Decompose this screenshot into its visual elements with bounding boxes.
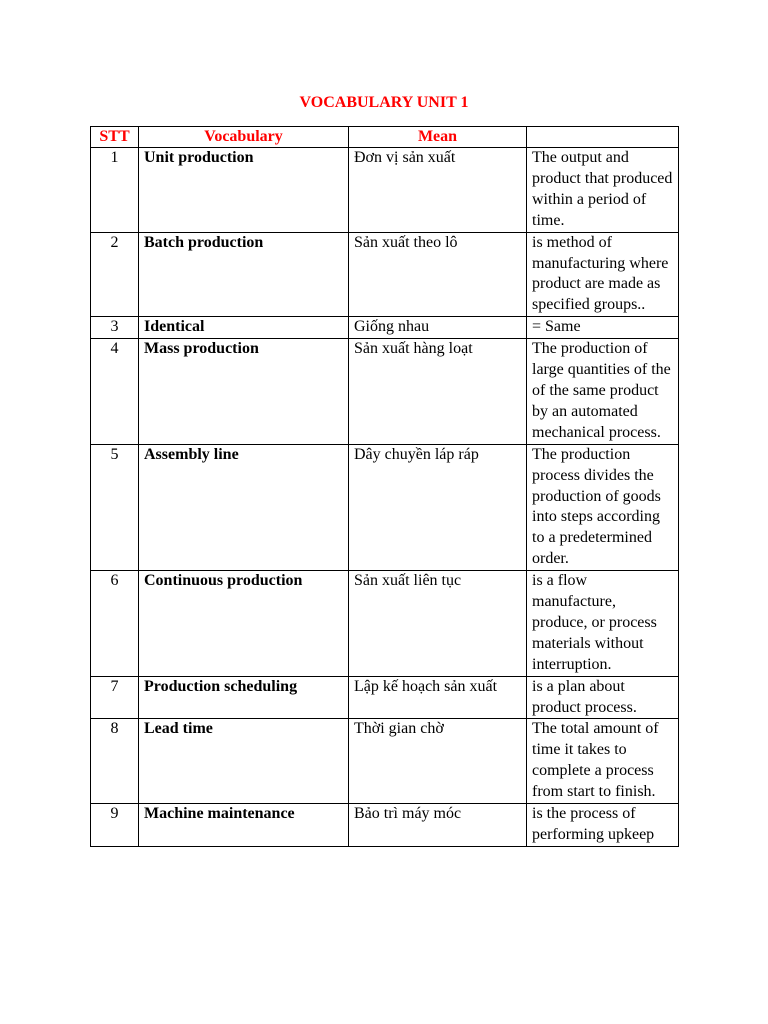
vietnamese-meaning: Lập kế hoạch sản xuất	[349, 676, 527, 719]
row-number: 1	[91, 148, 139, 233]
vocabulary-term: Continuous production	[139, 571, 349, 677]
vocabulary-term: Batch production	[139, 232, 349, 317]
english-definition: is method of manufacturing where product are made as specified groups..	[527, 232, 679, 317]
english-definition: is a flow manufacture, produce, or process materials without interruption.	[527, 571, 679, 677]
vietnamese-meaning: Thời gian chờ	[349, 719, 527, 804]
table-row	[91, 339, 679, 445]
table-row	[91, 719, 679, 804]
header-vocabulary: Vocabulary	[139, 127, 349, 148]
table-row	[91, 676, 679, 719]
english-definition: is the process of performing upkeep	[527, 804, 679, 847]
row-number: 4	[91, 339, 139, 445]
table-row	[91, 804, 679, 847]
vietnamese-meaning: Sản xuất liên tục	[349, 571, 527, 677]
header-definition	[527, 127, 679, 148]
english-definition: = Same	[527, 317, 679, 339]
english-definition: The production process divides the production of goods into steps according to a predetermined order.	[527, 444, 679, 570]
vietnamese-meaning: Bảo trì máy móc	[349, 804, 527, 847]
row-number: 6	[91, 571, 139, 677]
table-row	[91, 148, 679, 233]
header-mean: Mean	[349, 127, 527, 148]
vocabulary-term: Machine maintenance	[139, 804, 349, 847]
vocabulary-term: Lead time	[139, 719, 349, 804]
vocabulary-term: Identical	[139, 317, 349, 339]
vietnamese-meaning: Sản xuất hàng loạt	[349, 339, 527, 445]
row-number: 7	[91, 676, 139, 719]
english-definition: is a plan about product process.	[527, 676, 679, 719]
page-title: VOCABULARY UNIT 1	[299, 94, 469, 111]
vocabulary-table	[90, 126, 679, 847]
header-stt: STT	[91, 127, 139, 148]
table-row	[91, 232, 679, 317]
row-number: 5	[91, 444, 139, 570]
vietnamese-meaning: Đơn vị sản xuất	[349, 148, 527, 233]
table-row	[91, 571, 679, 677]
english-definition: The total amount of time it takes to complete a process from start to finish.	[527, 719, 679, 804]
row-number: 8	[91, 719, 139, 804]
english-definition: The production of large quantities of the of the same product by an automated mechanical process.	[527, 339, 679, 445]
vocabulary-term: Production scheduling	[139, 676, 349, 719]
vietnamese-meaning: Giống nhau	[349, 317, 527, 339]
vietnamese-meaning: Sản xuất theo lô	[349, 232, 527, 317]
table-row	[91, 317, 679, 339]
vietnamese-meaning: Dây chuyền láp ráp	[349, 444, 527, 570]
table-row	[91, 444, 679, 570]
row-number: 2	[91, 232, 139, 317]
english-definition: The output and product that produced within a period of time.	[527, 148, 679, 233]
row-number: 3	[91, 317, 139, 339]
vocabulary-term: Assembly line	[139, 444, 349, 570]
row-number: 9	[91, 804, 139, 847]
table-header-row	[91, 127, 679, 148]
vocabulary-term: Unit production	[139, 148, 349, 233]
vocabulary-term: Mass production	[139, 339, 349, 445]
